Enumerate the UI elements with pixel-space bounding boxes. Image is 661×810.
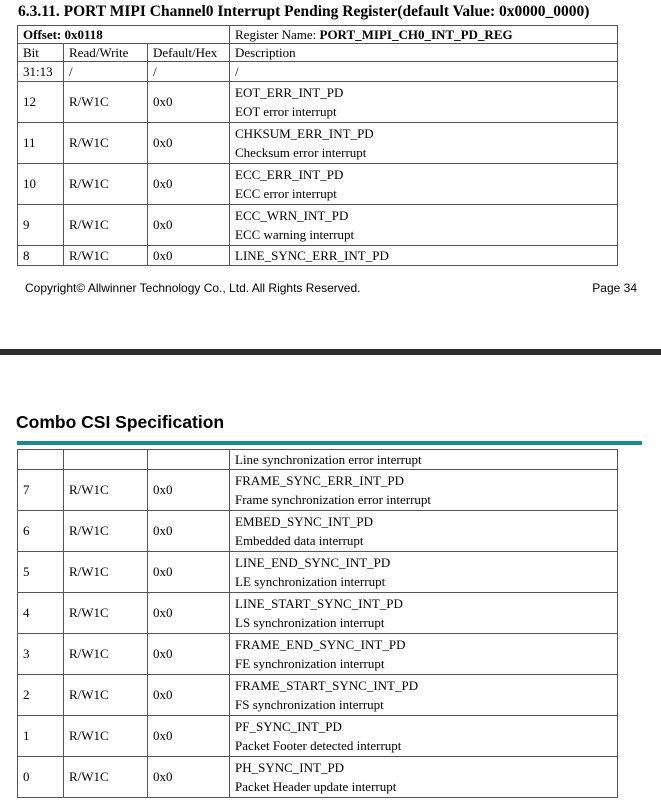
description-cell (230, 757, 618, 798)
table-row (18, 593, 618, 634)
rw-cell: R/W1C (64, 675, 148, 716)
bit-cell: 3 (18, 634, 64, 675)
bit-cell: 4 (18, 593, 64, 634)
field-name: FRAME_START_SYNC_INT_PD (235, 678, 419, 693)
table-row (18, 757, 618, 798)
rw-cell: R/W1C (64, 470, 148, 511)
field-name: / (235, 64, 239, 79)
table-row (18, 205, 618, 246)
rw-cell: R/W1C (64, 123, 148, 164)
description-cell (230, 62, 618, 82)
bit-cell: 10 (18, 164, 64, 205)
next-page-header: Combo CSI Specification (16, 412, 225, 432)
bit-cell: 5 (18, 552, 64, 593)
bit-cell: 12 (18, 82, 64, 123)
default-cell: 0x0 (148, 164, 230, 205)
register-table-page-2 (17, 449, 618, 798)
field-name: CHKSUM_ERR_INT_PD (235, 126, 374, 141)
field-description: Frame synchronization error interrupt (235, 492, 432, 507)
rw-cell: R/W1C (64, 82, 148, 123)
table-header-row (18, 44, 618, 62)
field-name: ECC_WRN_INT_PD (235, 208, 349, 223)
bit-cell: 7 (18, 470, 64, 511)
field-name: EMBED_SYNC_INT_PD (235, 514, 373, 529)
rw-cell: R/W1C (64, 205, 148, 246)
footer-page-number: Page 34 (592, 281, 637, 295)
section-title: 6.3.11. PORT MIPI Channel0 Interrupt Pending Register(default Value: 0x0000_0000) (18, 3, 590, 20)
field-name: EOT_ERR_INT_PD (235, 85, 344, 100)
table-row (18, 82, 618, 123)
description-cell (230, 246, 618, 266)
description-cell (230, 675, 618, 716)
default-cell: 0x0 (148, 593, 230, 634)
field-description: Embedded data interrupt (235, 533, 364, 548)
description-cell: Line synchronization error interrupt (230, 450, 618, 470)
rw-cell: R/W1C (64, 634, 148, 675)
default-cell: 0x0 (148, 511, 230, 552)
description-cell (230, 511, 618, 552)
footer-copyright: Copyright© Allwinner Technology Co., Ltd. All Rights Reserved. (25, 281, 361, 295)
bit-cell: 2 (18, 675, 64, 716)
table-row (18, 123, 618, 164)
table-row-continued (18, 450, 618, 470)
table-info-row (18, 26, 618, 44)
field-name: ECC_ERR_INT_PD (235, 167, 344, 182)
rw-cell (64, 450, 148, 470)
field-description: EOT error interrupt (235, 104, 337, 119)
bit-cell: 6 (18, 511, 64, 552)
register-table-page-1 (17, 25, 618, 266)
table-row (18, 511, 618, 552)
bit-cell: 8 (18, 246, 64, 266)
column-header: Description (230, 44, 618, 62)
default-cell: 0x0 (148, 470, 230, 511)
description-cell (230, 123, 618, 164)
field-description: ECC error interrupt (235, 186, 337, 201)
field-name: PH_SYNC_INT_PD (235, 760, 345, 775)
table-row (18, 675, 618, 716)
table-row (18, 552, 618, 593)
default-cell: 0x0 (148, 82, 230, 123)
bit-cell: 9 (18, 205, 64, 246)
table-row (18, 470, 618, 511)
field-name: FRAME_SYNC_ERR_INT_PD (235, 473, 405, 488)
rw-cell: R/W1C (64, 164, 148, 205)
header-rule (17, 441, 642, 445)
field-description: ECC warning interrupt (235, 227, 355, 242)
table-row (18, 164, 618, 205)
register-name-label: Register Name: (235, 26, 320, 42)
description-cell (230, 552, 618, 593)
description-cell (230, 82, 618, 123)
rw-cell: / (64, 62, 148, 82)
table-row (18, 634, 618, 675)
register-name-cell (230, 26, 618, 44)
description-cell (230, 716, 618, 757)
column-header: Default/Hex (148, 44, 230, 62)
default-cell: / (148, 62, 230, 82)
page-separator (0, 349, 661, 355)
default-cell: 0x0 (148, 123, 230, 164)
rw-cell: R/W1C (64, 757, 148, 798)
bit-cell: 31:13 (18, 62, 64, 82)
field-description: LE synchronization interrupt (235, 574, 386, 589)
table-row (18, 716, 618, 757)
description-cell (230, 470, 618, 511)
default-cell: 0x0 (148, 634, 230, 675)
field-name: PF_SYNC_INT_PD (235, 719, 342, 734)
field-name: FRAME_END_SYNC_INT_PD (235, 637, 406, 652)
field-description: Packet Footer detected interrupt (235, 738, 402, 753)
rw-cell: R/W1C (64, 593, 148, 634)
bit-cell: 0 (18, 757, 64, 798)
description-cell (230, 634, 618, 675)
column-header: Read/Write (64, 44, 148, 62)
offset-cell: Offset: 0x0118 (18, 26, 230, 44)
field-name: LINE_END_SYNC_INT_PD (235, 555, 391, 570)
rw-cell: R/W1C (64, 552, 148, 593)
default-cell: 0x0 (148, 552, 230, 593)
field-description: Packet Header update interrupt (235, 779, 397, 794)
rw-cell: R/W1C (64, 511, 148, 552)
bit-cell: 11 (18, 123, 64, 164)
default-cell: 0x0 (148, 716, 230, 757)
field-description: LS synchronization interrupt (235, 615, 385, 630)
description-cell (230, 164, 618, 205)
rw-cell: R/W1C (64, 716, 148, 757)
bit-cell (18, 450, 64, 470)
field-name: LINE_START_SYNC_INT_PD (235, 596, 403, 611)
description-cell (230, 205, 618, 246)
field-description: FS synchronization interrupt (235, 697, 384, 712)
default-cell: 0x0 (148, 675, 230, 716)
default-cell: 0x0 (148, 757, 230, 798)
field-description: Checksum error interrupt (235, 145, 367, 160)
table-row (18, 246, 618, 266)
rw-cell: R/W1C (64, 246, 148, 266)
column-header: Bit (18, 44, 64, 62)
default-cell (148, 450, 230, 470)
default-cell: 0x0 (148, 205, 230, 246)
field-description: FE synchronization interrupt (235, 656, 385, 671)
bit-cell: 1 (18, 716, 64, 757)
default-cell: 0x0 (148, 246, 230, 266)
register-name: PORT_MIPI_CH0_INT_PD_REG (319, 26, 513, 42)
field-name: LINE_SYNC_ERR_INT_PD (235, 248, 389, 263)
table-row (18, 62, 618, 82)
description-cell (230, 593, 618, 634)
